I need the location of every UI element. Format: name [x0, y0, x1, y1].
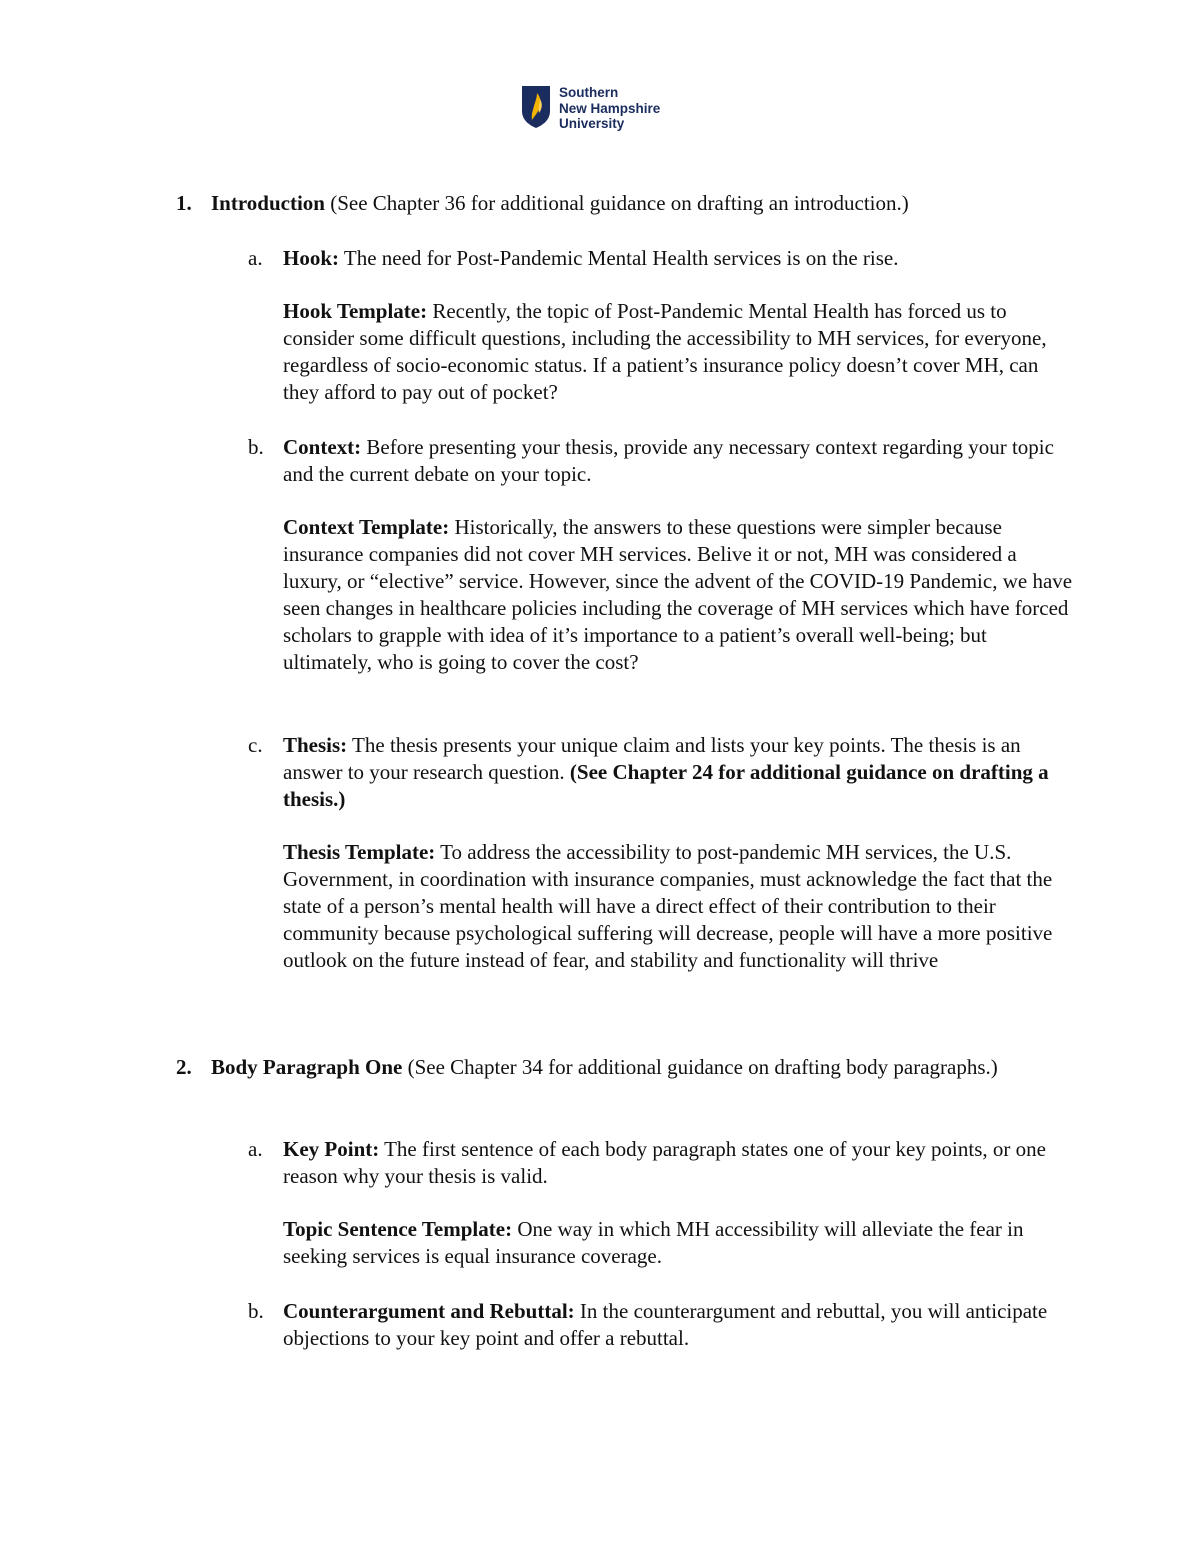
item-text-bold: (See Chapter 24 for additional guidance on drafting a thesis.) — [283, 760, 1049, 811]
template-label: Topic Sentence Template: — [283, 1217, 513, 1241]
template-text: Historically, the answers to these questions were simpler because insurance companies did not cover MH services. Belive it or not, MH was considered a luxury, or “elective” service. However, since the advent of the COVID-19 Pandemic, we have seen changes in healthcare policies including the coverage of MH services which have forced scholars to grapple with idea of it’s importance to a patient’s overall well-being; but ultimately, who is going to cover the cost? — [283, 515, 1073, 674]
shield-flame-icon — [521, 85, 551, 129]
section-heading — [211, 190, 1071, 217]
logo-line-3: University — [559, 116, 625, 131]
item-letter: c. — [248, 733, 263, 757]
item-letter: a. — [248, 1137, 263, 1161]
template-label: Context Template: — [283, 515, 450, 539]
template-label: Hook Template: — [283, 299, 428, 323]
item-label: Key Point: — [283, 1137, 380, 1161]
context-template — [283, 514, 1073, 676]
list-item-hook — [283, 245, 1073, 272]
item-text: In the counterargument and rebuttal, you will anticipate objections to your key point and offer a rebuttal. — [283, 1299, 1048, 1350]
logo-line-1: Southern — [559, 85, 619, 100]
logo-line-2: New Hampshire — [559, 100, 661, 116]
item-text: Before presenting your thesis, provide any necessary context regarding your topic and the current debate on your topic. — [283, 435, 1054, 486]
topic-sentence-template — [283, 1216, 1073, 1270]
list-item-counterargument — [283, 1298, 1073, 1352]
section-number: 2. — [176, 1055, 192, 1079]
section-note: (See Chapter 36 for additional guidance on drafting an introduction.) — [324, 191, 909, 215]
section-note: (See Chapter 34 for additional guidance on drafting body paragraphs.) — [402, 1055, 998, 1079]
item-letter: b. — [248, 1299, 264, 1323]
template-text: Recently, the topic of Post-Pandemic Mental Health has forced us to consider some difficult questions, including the accessibility to MH services, for everyone, regardless of socio-economic status. If a patient’s insurance policy doesn’t cover MH, can they afford to pay out of pocket? — [283, 299, 1047, 404]
hook-template — [283, 298, 1073, 406]
section-number: 1. — [176, 191, 192, 215]
section-heading — [211, 1054, 1001, 1081]
item-letter: a. — [248, 246, 263, 270]
item-text: The need for Post-Pandemic Mental Health services is on the rise. — [339, 246, 899, 270]
section-title: Introduction — [211, 191, 325, 215]
item-text: The thesis presents your unique claim and lists your key points. The thesis is an answer to your research question. — [283, 733, 1021, 784]
item-label: Thesis: — [283, 733, 348, 757]
section-title: Body Paragraph One — [211, 1055, 403, 1079]
item-label: Context: — [283, 435, 362, 459]
template-text: One way in which MH accessibility will alleviate the fear in seeking services is equal insurance coverage. — [283, 1217, 1024, 1268]
university-logo — [521, 85, 660, 132]
list-item-thesis — [283, 732, 1073, 813]
thesis-template — [283, 839, 1073, 974]
item-label: Hook: — [283, 246, 340, 270]
item-letter: b. — [248, 435, 264, 459]
list-item-context — [283, 434, 1073, 488]
list-item-key-point — [283, 1136, 1073, 1190]
template-text: To address the accessibility to post-pandemic MH services, the U.S. Government, in coordination with insurance companies, must acknowledge the fact that the state of a person’s mental health will have a direct effect of their contribution to their community because psychological suffering will decrease, people will have a more positive outlook on the future instead of fear, and stability and functionality will thrive — [283, 840, 1053, 972]
item-text: The first sentence of each body paragraph states one of your key points, or one reason why your thesis is valid. — [283, 1137, 1046, 1188]
item-label: Counterargument and Rebuttal: — [283, 1299, 575, 1323]
template-label: Thesis Template: — [283, 840, 436, 864]
